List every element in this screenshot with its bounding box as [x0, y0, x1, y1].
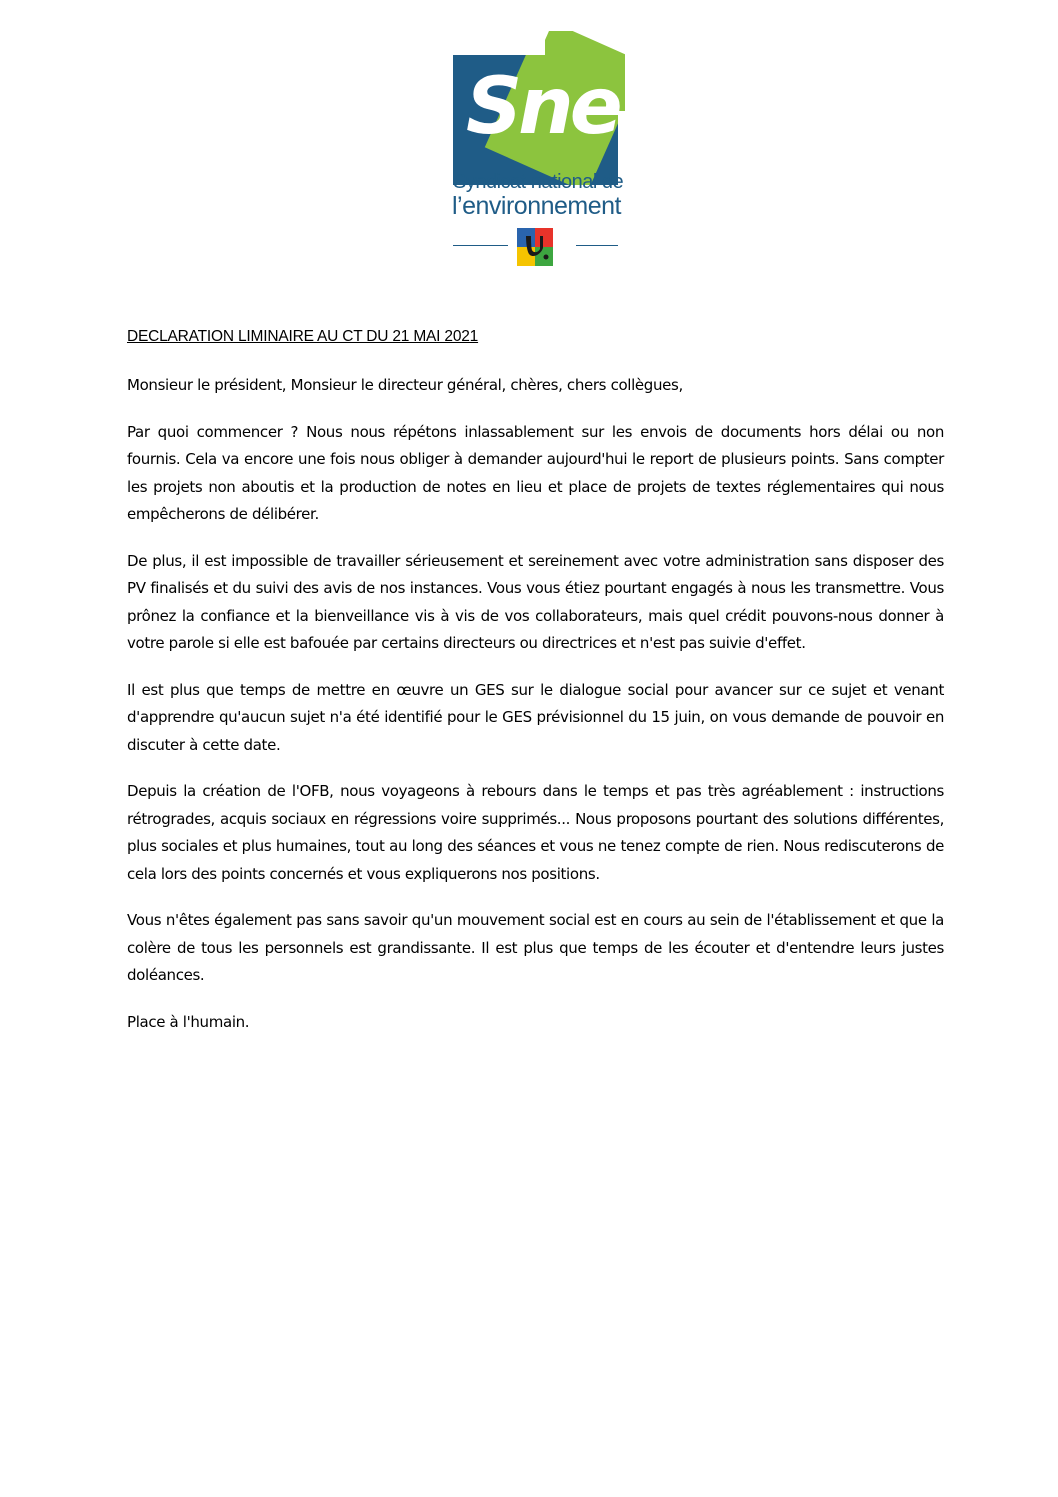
sne-logo — [450, 30, 622, 270]
document-body — [127, 372, 944, 1055]
paragraph-2: De plus, il est impossible de travailler sérieusement et sereinement avec votre administration sans disposer des PV finalisés et du suivi des avis de nos instances. Vous vous étiez pourtant engagés à nous les transmettre. Vous prônez la confiance et la bienveillance vis à vis de vos collaborateurs, mais quel crédit pouvons-nous donner à votre parole si elle est bafouée par certains directeurs ou directrices et n'est pas suivie d'effet. — [127, 551, 944, 652]
logo-org-line1: Syndicat national de — [453, 171, 624, 193]
logo-divider-left — [453, 245, 508, 246]
union-badge-icon — [517, 228, 553, 266]
paragraph-4: Depuis la création de l'OFB, nous voyageons à rebours dans le temps et pas très agréablement : instructions rétrogrades, acquis sociaux en régressions voire supprimés... Nous proposons pourtant des solutions différentes, plus sociales et plus humaines, tout au long des séances et vous ne tenez compte de rien. Nous rediscuterons de cela lors des points concernés et vous expliquerons nos positions. — [127, 782, 944, 883]
document-title: DECLARATION LIMINAIRE AU CT DU 21 MAI 2021 — [127, 328, 479, 345]
paragraph-3: Il est plus que temps de mettre en œuvre un GES sur le dialogue social pour avancer sur ce sujet et venant d'apprendre qu'aucun sujet n'a été identifié pour le GES prévisionnel du 15 juin, on vous demande de pouvoir en discuter à cette date. — [127, 680, 944, 754]
logo-org-line2: l’environnement — [452, 192, 621, 220]
paragraph-5: Vous n'êtes également pas sans savoir qu'un mouvement social est en cours au sein de l'établissement et que la colère de tous les personnels est grandissante. Il est plus que temps de les écouter et d'entendre leurs justes doléances. — [127, 911, 944, 984]
logo-divider-right — [576, 245, 618, 246]
salutation: Monsieur le président, Monsieur le directeur général, chères, chers collègues, — [127, 376, 683, 394]
closing: Place à l'humain. — [127, 1012, 250, 1031]
paragraph-1: Par quoi commencer ? Nous nous répétons inlassablement sur les envois de documents hors délai ou non fournis. Cela va encore une fois nous obliger à demander aujourd'hui le report de plusieurs points. Sans compter les projets non aboutis et la production de notes en lieu et place de projets de textes réglementaires qui nous empêcherons de délibérer. — [127, 422, 944, 523]
logo-wordmark: Sne — [466, 62, 619, 152]
